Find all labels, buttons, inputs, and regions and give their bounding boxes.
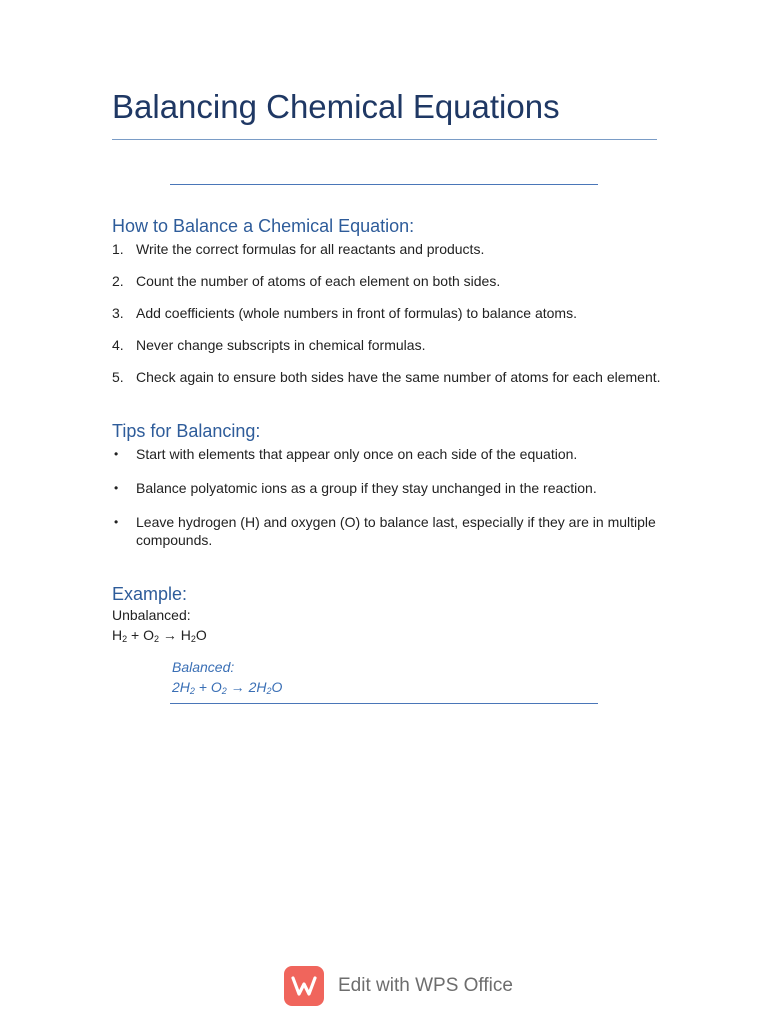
tip-text: Start with elements that appear only once on each side of the equation.: [136, 446, 578, 462]
step-number: 5.: [112, 369, 124, 385]
step-number: 1.: [112, 241, 124, 257]
example-heading: Example:: [112, 584, 188, 604]
bullet-icon: •: [114, 447, 119, 461]
steps-list: [112, 240, 672, 400]
wps-watermark[interactable]: [284, 965, 513, 1007]
tip-text: Leave hydrogen (H) and oxygen (O) to balance last, especially if they are in multiple compounds.: [136, 514, 656, 548]
wps-edit-link[interactable]: Edit with WPS Office: [338, 975, 513, 996]
title-divider: [112, 139, 657, 140]
step-text: Write the correct formulas for all reactants and products.: [136, 241, 485, 257]
step-number: 3.: [112, 305, 124, 321]
list-item: [112, 304, 672, 336]
bullet-icon: •: [114, 515, 119, 529]
balanced-label: Balanced:: [172, 659, 235, 675]
page-title: Balancing Chemical Equations: [112, 88, 560, 125]
tips-list: [112, 445, 672, 549]
bullet-icon: •: [114, 481, 119, 495]
balanced-equation: $2H_2 + O_2 \to 2H_2O$: [172, 679, 283, 696]
section-divider: [170, 184, 598, 185]
list-item: [112, 368, 672, 400]
step-number: 2.: [112, 273, 124, 289]
step-text: Check again to ensure both sides have the same number of atoms for each element.: [136, 369, 661, 385]
step-text: Never change subscripts in chemical formulas.: [136, 337, 426, 353]
unbalanced-equation: $H_2 + O_2 \to H_2O$: [112, 627, 207, 644]
list-item: [112, 240, 672, 272]
example-divider: [170, 703, 598, 704]
how-to-heading: How to Balance a Chemical Equation:: [112, 216, 415, 236]
tips-heading: Tips for Balancing:: [112, 421, 261, 441]
list-item: [112, 513, 672, 549]
tip-text: Balance polyatomic ions as a group if they stay unchanged in the reaction.: [136, 480, 597, 496]
wps-logo-icon: [284, 966, 324, 1006]
list-item: [112, 479, 672, 513]
step-text: Count the number of atoms of each element on both sides.: [136, 273, 501, 289]
list-item: [112, 445, 672, 479]
unbalanced-label: Unbalanced:: [112, 607, 191, 623]
step-number: 4.: [112, 337, 124, 353]
list-item: [112, 272, 672, 304]
step-text: Add coefficients (whole numbers in front of formulas) to balance atoms.: [136, 305, 577, 321]
list-item: [112, 336, 672, 368]
